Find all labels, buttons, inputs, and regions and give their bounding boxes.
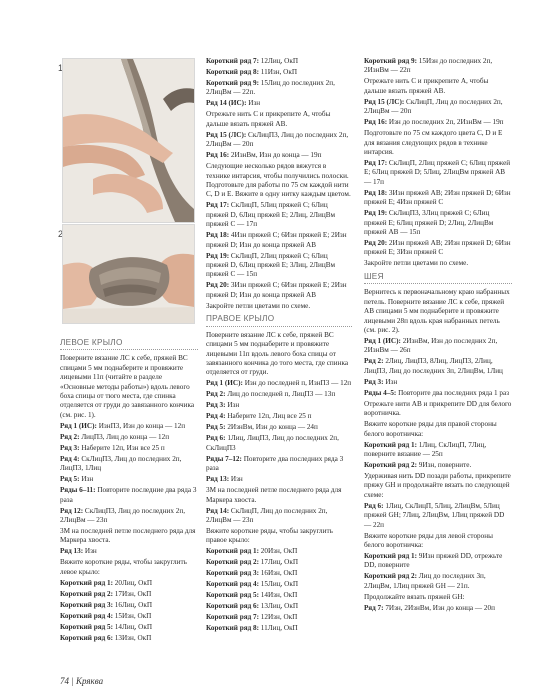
pattern-row: Ряды 4–5: Повторите два последних ряда 1 раз <box>364 388 510 397</box>
cut-yarn-note: Отрежьте нити АВ и прикрепите DD для белого воротничка. <box>364 399 512 418</box>
cut-yarn-note: Отрежьте нить С и прикрепите А, чтобы дальше вязать пряжей АВ. <box>206 110 331 128</box>
marker-note: 3М на последней петле последнего ряда для Маркера хвоста. <box>206 486 342 504</box>
pattern-row: Ряд 14: СкЛицП, Лиц до последних 2п, 2ЛицВм — 23п <box>206 506 328 524</box>
short-row: Короткий ряд 1: 20Лиц, ОкП <box>60 578 153 587</box>
marker-note: 3М на последней петле последнего ряда для Маркера хвоста. <box>60 527 196 545</box>
short-row: Короткий ряд 4: 15Изн, ОкП <box>60 611 152 620</box>
pattern-row: Ряд 3: Наберите 12п, Изн все 25 п <box>60 443 165 452</box>
pattern-row: Ряд 18: 4Изн пряжей С; 6Изн пряжей Е; 2Изн пряжей D; Изн до конца пряжей АВ <box>206 231 347 249</box>
short-row: Короткий ряд 2: 17Лиц, ОкП <box>206 558 299 567</box>
short-row: Короткий ряд 3: 16Изн, ОкП <box>206 569 298 578</box>
pattern-row: Ряды 7–12: Повторите два последних ряда 3 раза <box>206 454 344 473</box>
pattern-row: Ряд 7: 7Изн, 2ИзнВм, Изн до конца — 20п <box>364 603 495 612</box>
pattern-row: Ряд 1 (ИС): 2ИзнВм, Изн до последних 2п, 2ИзнВм — 26п <box>364 336 498 355</box>
pattern-row: Ряд 14 (ИС): Изн <box>206 99 261 108</box>
short-rows-intro: Вяжите короткие ряды, чтобы закруглить левое крыло: <box>60 558 187 576</box>
pattern-row: Ряд 5: 2ИзнВм, Изн до конца — 24п <box>206 423 318 432</box>
close-note: Закройте петли цветами по схеме. <box>364 259 469 268</box>
short-row: Короткий ряд 3: 16Лиц, ОкП <box>60 600 153 609</box>
section-title-right-wing: ПРАВОЕ КРЫЛО <box>206 314 352 326</box>
pattern-row: Ряд 18: 3Изн пряжей АВ; 2Изн пряжей D; 6Изн пряжей Е; 4Изн пряжей С <box>364 188 511 207</box>
pattern-row: Ряд 1 (ИС): ИзнП3, Изн до конца — 12п <box>60 421 186 430</box>
photo-knitting-step-1 <box>62 58 195 223</box>
short-row: Короткий ряд 9: 15Изн до последних 2п, 2ИзнВм — 22п <box>364 57 493 75</box>
pattern-row: Ряд 16: 2ИзнВм, Изн до конца — 19п <box>206 151 322 160</box>
short-row: Короткий ряд 1: 9Изн пряжей DD, отрежьте DD, поверните <box>364 551 503 570</box>
pattern-row: Ряд 5: Изн <box>60 475 94 484</box>
short-row: Короткий ряд 5: 14Изн, ОкП <box>206 591 298 600</box>
short-row: Короткий ряд 4: 15Лиц, ОкП <box>206 580 299 589</box>
pattern-row: Ряд 13: Изн <box>206 475 243 484</box>
pattern-row: Ряд 6: 1Лиц, СкЛицП, 5Лиц, 2ЛицВм, 5Лиц пряжей GH; 7Лиц, 2ЛицВм, 1Лиц пряжей DD — 22п <box>364 501 505 529</box>
short-row: Короткий ряд 1: 20Изн, ОкП <box>206 547 298 556</box>
short-row: Короткий ряд 1: 1Лиц, СкЛицП, 7Лиц, поверните вязание — 25п <box>364 440 487 458</box>
column-right <box>364 57 512 615</box>
short-row: Короткий ряд 9: 15Лиц до последних 2п, 2ЛицВм — 22п. <box>206 79 335 97</box>
pattern-row: Ряд 13: Изн <box>60 547 97 556</box>
pattern-row: Ряд 3: Изн <box>364 377 398 386</box>
photo-number-1: 1 <box>58 63 64 73</box>
pattern-row: Ряд 20: 2Изн пряжей АВ; 2Изн пряжей D; 6Изн пряжей Е; 3Изн пряжей С <box>364 239 511 257</box>
pattern-row: Ряд 19: СкЛицП, 2Лиц пряжей С; 6Лиц пряжей D, 6Лиц пряжей Е; 3Лиц, 2ЛицВм пряжей С — 15п <box>206 251 336 279</box>
photo-number-2: 2 <box>58 229 64 239</box>
short-row: Короткий ряд 5: 14Лиц, ОкП <box>60 622 153 631</box>
short-row: Короткий ряд 2: 9Изн, поверните. <box>364 460 472 469</box>
photo-knitting-step-2 <box>62 224 195 324</box>
short-rows-intro: Вяжите короткие ряды, чтобы закруглить правое крыло: <box>206 526 333 545</box>
intarsia-note: Следующие несколько рядов вяжутся в технике интарсия, чтобы получились полоски. Подготовьте для работы по 75 см каждой нити С, D и Е. Вяжите в одну нитку каждым цветом. <box>206 162 351 199</box>
intro-text: Поверните вязание ЛС к себе, пряжей BC спицами 5 мм поднаберите и провяжите лицевыми 11п (читайте в разделе «Основные методы работы») вдоль левого боха спицы от тюго места, где спинка отделяется от груди до завязанного кончика (см. рис. 1). <box>60 354 195 419</box>
pattern-row: Ряд 17: СкЛицП, 2Лиц пряжей С; 6Лиц пряжей Е; 6Лиц пряжей D; 5Лиц, 2ЛицВм пряжей АВ — 17п <box>364 159 511 186</box>
intarsia-note: Подготовьте по 75 см каждого цвета С, D и Е для вязания следующих рядов в технике интарсия. <box>364 129 503 157</box>
short-row: Короткий ряд 7: 12Изн, ОкП <box>206 613 298 622</box>
pattern-row: Ряд 15 (ЛС): СкЛицП3, Лиц до последних 2п, 2ЛицВм — 20п <box>206 130 349 149</box>
footer-separator: | <box>71 676 76 686</box>
pattern-row: Ряд 3: Изн <box>206 401 240 410</box>
short-row: Короткий ряд 6: 13Лиц, ОкП <box>206 602 299 611</box>
yarn-gh-note: Удерживая нить DD позади работы, прикрепите пряжу GH и продолжайте вязать по следующей схеме: <box>364 471 511 499</box>
pattern-row: Ряд 2: 2Лиц, ЛицП3, 8Лиц, ЛицП3, 2Лиц, ЛицП3, Лиц до последних 3п, 2ЛицВм, 1Лиц <box>364 357 503 375</box>
pattern-row: Ряд 19: СкЛицП3, 3Лиц пряжей С; 6Лиц пряжей Е; 6Лиц пряжей D; 2Лиц, 2ЛицВм пряжей АВ — 15п <box>364 209 494 237</box>
pattern-row: Ряд 1 (ИС): Изн до последней п, ИзнП3 — 12п <box>206 379 352 388</box>
pattern-row: Ряд 17: СкЛицП, 5Лиц пряжей С; 6Лиц пряжей D, 6Лиц пряжей Е; 2Лиц, 2ЛицВм пряжей С — 17п <box>206 201 336 229</box>
cut-yarn-note: Отрежьте нить С и прикрепите А, чтобы дальше вязать пряжей АВ. <box>364 77 489 95</box>
footer-title: Кряква <box>75 676 104 686</box>
short-row: Короткий ряд 2: 17Изн, ОкП <box>60 589 152 598</box>
short-row: Короткий ряд 8: 11Изн, ОкП <box>206 68 298 76</box>
page-number: 74 <box>60 676 69 686</box>
short-rows-intro: Вяжите короткие ряды для левой стороны белого воротничка: <box>364 531 493 549</box>
short-row: Короткий ряд 2: Лиц до последних 3п, 2ЛицВм, 1Лиц пряжей GH — 21п. <box>364 572 486 590</box>
pattern-row: Ряд 4: СкЛицП3, Лиц до последних 2п, ЛицП3, 1Лиц <box>60 454 182 473</box>
continue-note: Продолжайте вязать пряжей GH: <box>364 592 465 601</box>
section-title-neck: ШЕЯ <box>364 272 512 284</box>
intro-text: Вернитесь к первоначальному краю набранных петель. Поверните вязание ЛС к себе, пряжей АВ спицами 5 мм поднаберите и провяжите лицевыми 28п вдоль края набранных петель (см. рис. 2). <box>364 288 510 334</box>
pattern-row: Ряд 15 (ЛС): СкЛицП, Лиц до последних 2п, 2ЛицВм — 20п <box>364 97 503 116</box>
short-rows-intro: Вяжите короткие ряды для правой стороны белого воротничка: <box>364 420 497 438</box>
pattern-row: Ряд 2: ЛицП3, Лиц до конца — 12п <box>60 432 170 441</box>
column-left-wing <box>60 335 198 645</box>
section-title-left-wing: ЛЕВОЕ КРЫЛО <box>60 338 198 350</box>
pattern-row: Ряд 12: СкЛицП3, Лиц до последних 2п, 2ЛицВм — 23п <box>60 506 186 525</box>
pattern-row: Ряд 20: 3Изн пряжей С; 6Изн пряжей Е; 2Изн пряжей D; Изн до конца пряжей АВ <box>206 281 347 299</box>
short-row: Короткий ряд 8: 11Лиц, ОкП <box>206 624 298 633</box>
close-note: Закройте петли цветами по схеме. <box>206 301 311 310</box>
intro-text: Поверните вязание ЛС к себе, пряжей BC спицами 5 мм поднаберите и провяжите лицевыми 11п вдоль левого боха спицы от завязанного кончика до того места, где спинка отделяется от груди. <box>206 330 349 377</box>
pattern-row: Ряд 2: Лиц до последней п, ЛицП3 — 13п <box>206 390 336 399</box>
short-row: Короткий ряд 7: 12Лиц, ОкП <box>206 57 299 65</box>
pattern-row: Ряд 16: Изн до последних 2п, 2ИзнВм — 19п <box>364 118 504 127</box>
pattern-row: Ряды 6–11: Повторите последние два ряда 3 раза <box>60 486 197 504</box>
page-footer <box>60 676 103 686</box>
column-middle <box>206 57 352 635</box>
pattern-row: Ряд 6: 1Лиц, ЛицП3, Лиц до последних 2п, СкЛицП3 <box>206 434 339 452</box>
pattern-row: Ряд 4: Наберите 12п, Лиц все 25 п <box>206 412 312 421</box>
short-row: Короткий ряд 6: 13Изн, ОкП <box>60 633 152 642</box>
